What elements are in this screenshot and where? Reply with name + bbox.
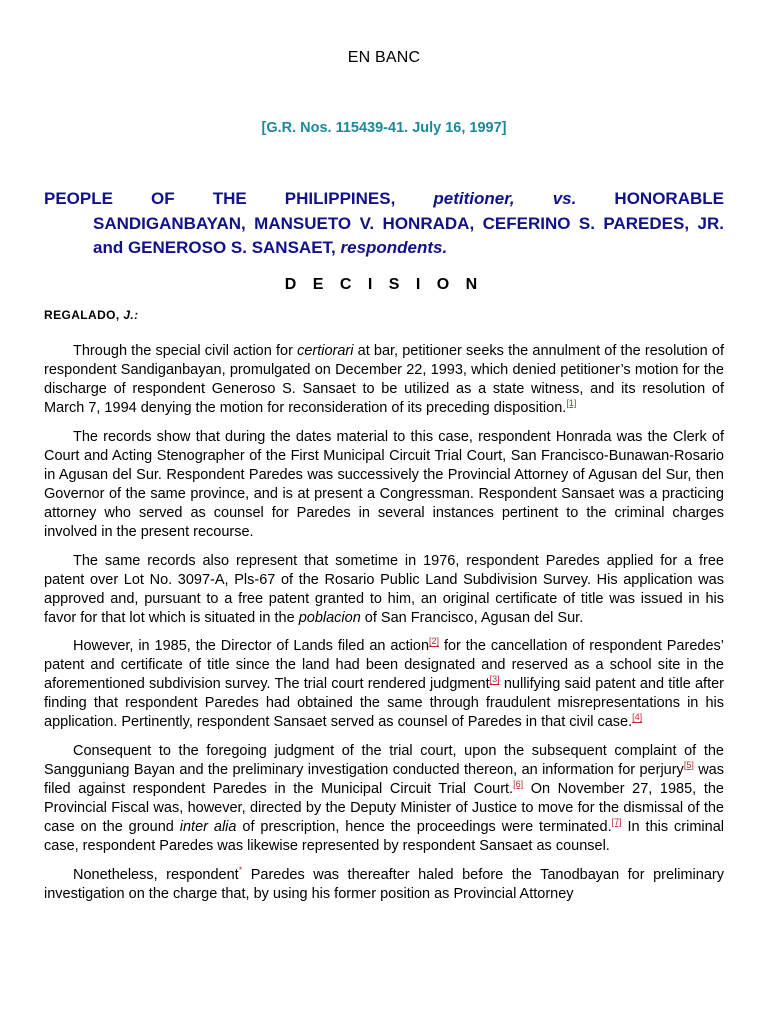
text-run: On November 27, 1985, the Provincial Fiscal was, however, directed by the Deputy Minister of Justice to move for the dismissal of the case on the ground (44, 781, 724, 836)
caption-vs: vs. (514, 189, 577, 208)
paragraph (44, 428, 724, 542)
paragraph (44, 637, 724, 732)
paragraph (44, 552, 724, 628)
italic-run: poblacion (298, 609, 361, 626)
text-run: nullifying said patent and title after finding that respondent Paredes had obtained the same through fraudulent misrepresentations in his application. Pertinently, respondent Sansaet served as counsel of Paredes in that civil case. (44, 676, 725, 731)
footnote-link[interactable]: [7] (611, 817, 622, 828)
italic-run: inter alia (179, 819, 237, 836)
paragraph (44, 742, 724, 856)
court-division: EN BANC (347, 49, 421, 66)
caption-part: HONORABLE (576, 189, 724, 208)
text-run: In this criminal case, respondent Paredes was likewise represented by respondent Sansaet as counsel. (44, 819, 724, 855)
footnote-link[interactable]: [3] (489, 674, 500, 685)
caption-part: SANDIGANBAYAN, MANSUETO V. HONRADA, CEFERINO S. PAREDES, JR. and GENEROSO S. SANSAET, (93, 213, 724, 257)
ponente-suffix: J.: (123, 308, 139, 322)
text-run: Consequent to the foregoing judgment of the trial court, upon the subsequent complaint of the Sangguniang Bayan and the preliminary investigation conducted thereon, an information for perjury (44, 743, 724, 779)
paragraph (44, 866, 724, 904)
text-run: Paredes was thereafter haled before the Tanodbayan for preliminary investigation on the charge that, by using his former position as Provincial Attorney (44, 866, 724, 902)
caption-first-line (44, 187, 724, 212)
caption-part: PEOPLE OF THE PHILIPPINES, (44, 189, 434, 208)
text-run: was filed against respondent Paredes in the Municipal Circuit Trial Court. (44, 762, 724, 798)
paragraph (44, 342, 724, 418)
text-run: of prescription, hence the proceedings were terminated. (236, 819, 612, 836)
text-run: for the cancellation of respondent Paredes’ patent and certificate of title since the land had been designated and reserved as a school site in the aforementioned subdivision survey. The trial court rendered judgment (44, 638, 724, 693)
text-run: Through the special civil action for (73, 343, 298, 359)
gr-number: [G.R. Nos. 115439-41. July 16, 1997] (261, 120, 507, 136)
text-run: at bar, petitioner seeks the annulment of the resolution of respondent Sandiganbayan, promulgated on December 22, 1993, which denied petitioner’s motion for the discharge of respondent Generoso S. Sansaet to be utilized as a state witness, and its resolution of March 7, 1994 denying the motion for reconsideration of its preceding disposition. (44, 343, 724, 416)
footnote-link[interactable]: [4] (632, 712, 643, 723)
text-run: The same records also represent that sometime in 1976, respondent Paredes applied for a free patent over Lot No. 3097-A, Pls-67 of the Rosario Public Land Subdivision Survey. His application was approved and, pursuant to a free patent granted to him, an original certificate of title was issued in his favor for that lot which is situated in the (44, 552, 724, 626)
case-caption (44, 187, 724, 261)
text-run: of San Francisco, Agusan del Sur. (360, 609, 584, 626)
decision-title: D E C I S I O N (284, 276, 484, 293)
footnote-link[interactable]: [2] (429, 636, 440, 647)
ponente-name: REGALADO, (44, 308, 124, 322)
caption-rest (44, 212, 724, 261)
decision-body (44, 342, 724, 914)
text-run: Nonetheless, respondent (73, 866, 239, 883)
caption-petitioner: petitioner, (433, 189, 515, 208)
text-run: The records show that during the dates material to this case, respondent Honrada was the Clerk of Court and Acting Stenographer of the First Municipal Circuit Trial Court, San Francisco-Bunawan-Rosario in Agusan del Sur. Respondent Paredes was successively the Provincial Attorney of Agusan del Sur, then Governor of the same province, and is at present a Congressman. Respondent Sansaet was a practicing attorney who served as counsel for Paredes in several instances pertinent to the criminal charges involved in the present recourse. (44, 428, 724, 540)
asterisk-note-link[interactable]: * (238, 865, 243, 876)
footnote-link[interactable]: [1] (566, 398, 577, 409)
caption-respondents: respondents. (340, 238, 448, 257)
italic-run: certiorari (297, 343, 354, 359)
ponente (44, 308, 139, 322)
footnote-link[interactable]: [5] (683, 760, 694, 771)
text-run: However, in 1985, the Director of Lands filed an action (73, 638, 430, 655)
footnote-link[interactable]: [6] (513, 779, 524, 790)
